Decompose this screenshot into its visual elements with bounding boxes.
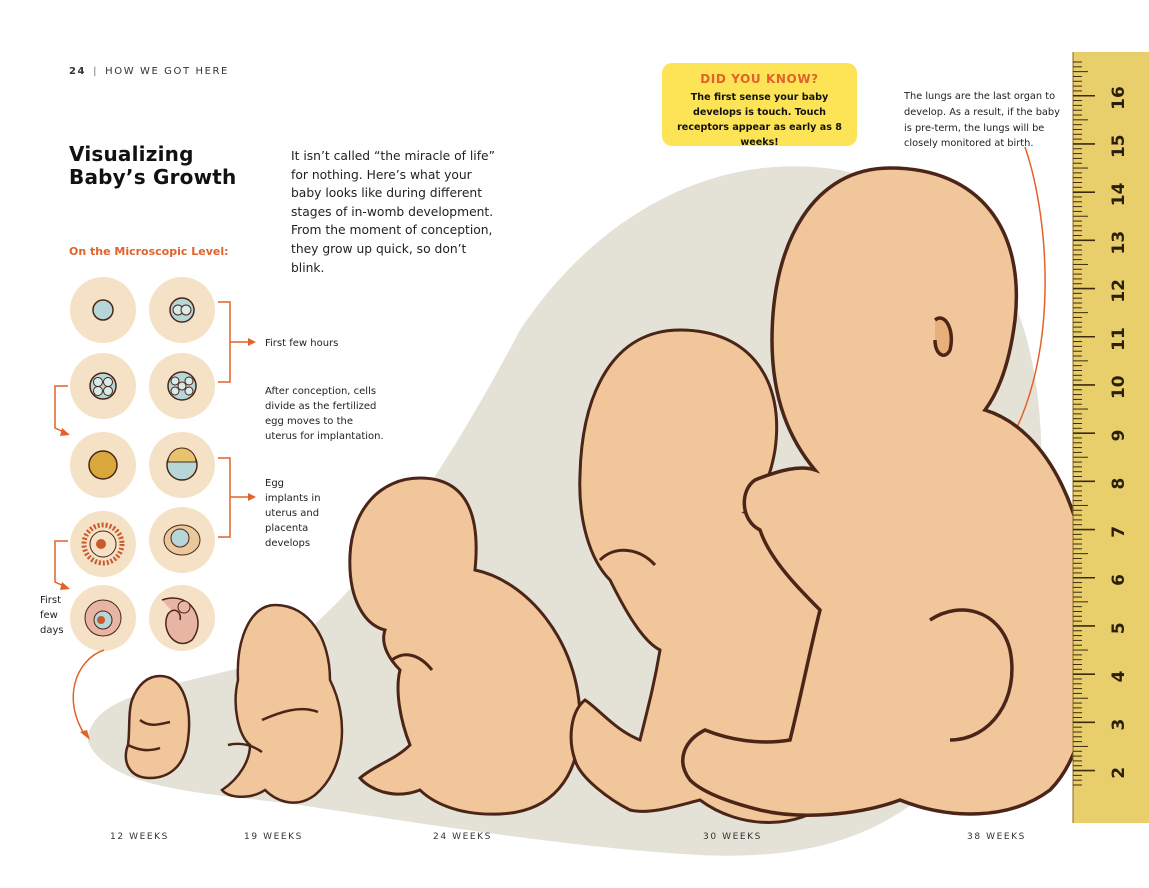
ruler-label: 3: [1109, 718, 1129, 731]
fetus-12-weeks: [126, 676, 189, 778]
ruler-label: 11: [1109, 327, 1129, 351]
stage-label-24-weeks: 24 WEEKS: [433, 832, 492, 842]
intro-paragraph: It isn’t called “the miracle of life” for nothing. Here’s what your baby looks like during different stages of in-womb development. From the moment of conception, they grow up quick, so don’t blink.: [291, 149, 495, 275]
cell-embryo-curled: [149, 585, 215, 651]
ruler-scale: [1073, 52, 1149, 823]
cell-embryo-early: [149, 507, 215, 573]
lungs-note: The lungs are the last organ to develop. As a result, if the baby is pre-term, the lungs will be closely monitored at birth.: [904, 91, 1060, 150]
did-you-know-body: The first sense your baby develops is touch. Touch receptors appear as early as 8 weeks!: [677, 92, 842, 148]
cell-embryo-mid: [70, 585, 136, 651]
cell-morula: [70, 432, 136, 498]
note-first-days: First few days: [40, 595, 64, 636]
note-after-conception: After conception, cells divide as the fertilized egg moves to the uterus for implantation.: [265, 386, 384, 442]
microscopic-cells: [70, 277, 215, 651]
ruler-label: 2: [1109, 766, 1129, 779]
stage-label-12-weeks: 12 WEEKS: [110, 832, 169, 842]
cell-four-cell: [70, 353, 136, 419]
ruler-label: 4: [1109, 670, 1129, 683]
ruler-label: 12: [1109, 278, 1129, 303]
page-header: 24 | HOW WE GOT HERE: [69, 66, 229, 77]
stage-label-30-weeks: 30 WEEKS: [703, 832, 762, 842]
cell-two-cell: [149, 277, 215, 343]
ruler-label: 15: [1109, 134, 1129, 159]
page-number: 24: [69, 66, 87, 77]
ruler-label: 5: [1109, 622, 1129, 635]
cell-blastocyst: [149, 432, 215, 498]
cell-zygote: [70, 277, 136, 343]
ruler-label: 14: [1109, 182, 1129, 207]
ruler-label: 16: [1109, 86, 1129, 110]
section-title: HOW WE GOT HERE: [105, 66, 229, 77]
page-title: Visualizing Baby’s Growth: [69, 142, 237, 189]
note-egg-implants: Egg implants in uterus and placenta develops: [265, 478, 321, 549]
did-you-know-heading: DID YOU KNOW?: [700, 72, 819, 86]
ruler-label: 9: [1109, 429, 1129, 442]
ruler-label: 6: [1109, 574, 1129, 586]
note-first-hours: First few hours: [265, 338, 339, 349]
stage-label-38-weeks: 38 WEEKS: [967, 832, 1026, 842]
ruler-label: 10: [1109, 375, 1129, 400]
did-you-know-box: [662, 63, 857, 146]
cell-implanting: [70, 511, 136, 577]
ruler-label: 8: [1109, 477, 1129, 490]
ruler-label: 7: [1109, 525, 1129, 538]
stage-label-19-weeks: 19 WEEKS: [244, 832, 303, 842]
cell-eight-cell: [149, 353, 215, 419]
ruler-label: 13: [1109, 230, 1129, 255]
microscopic-heading: On the Microscopic Level:: [69, 245, 229, 258]
